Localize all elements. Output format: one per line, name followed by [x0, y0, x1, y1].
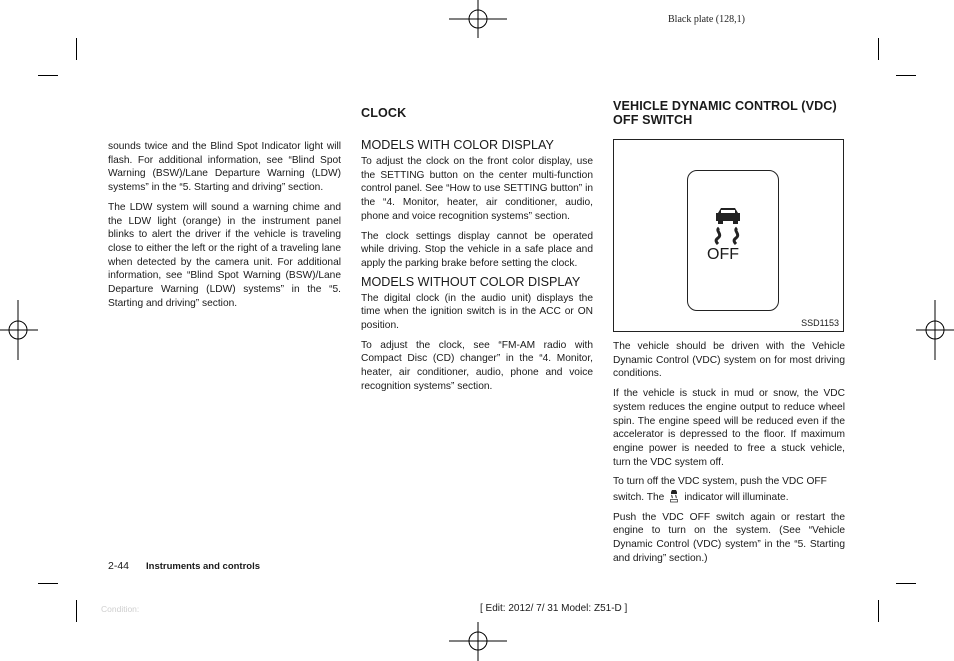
paragraph: To adjust the clock, see “FM-AM radio with Compact Disc (CD) changer” in the “4. Monitor, heater, air conditioner, audio, phone and voice recognition systems” section. — [361, 339, 593, 392]
switch-off-label: OFF — [707, 246, 739, 263]
left-column — [108, 140, 341, 316]
subheading-with-color-display: MODELS WITH COLOR DISPLAY — [361, 138, 554, 152]
vdc-off-switch — [687, 170, 779, 311]
vdc-heading-line2: OFF SWITCH — [613, 113, 693, 127]
registration-target-left-icon — [0, 300, 38, 360]
vdc-car-skid-icon — [706, 207, 760, 247]
vdc-heading-line1: VEHICLE DYNAMIC CONTROL (VDC) — [613, 99, 837, 113]
paragraph: sounds twice and the Blind Spot Indicator light will flash. For additional information, see “Blind Spot Warning (BSW)/Lane Departure Warning (LDW) systems” in the “5. Starting and driving” section. — [108, 141, 341, 194]
footer-section-title: Instruments and controls — [146, 561, 261, 572]
paragraph-turn-off — [613, 475, 845, 504]
section-heading-clock: CLOCK — [361, 106, 407, 120]
plate-label: Black plate (128,1) — [668, 14, 745, 25]
vdc-off-indicator-icon — [669, 489, 679, 503]
page-number: 2-44 — [108, 560, 130, 572]
paragraph: The digital clock (in the audio unit) displays the time when the ignition switch is in the ACC or ON position. — [361, 292, 593, 332]
paragraph: If the vehicle is stuck in mud or snow, the VDC system reduces the engine output to reduce wheel spin. The engine speed will be reduced even if the accelerator is depressed to the floor. If maximum engine power is needed to free a stuck vehicle, turn the VDC system off. — [613, 388, 845, 468]
edit-info: [ Edit: 2012/ 7/ 31 Model: Z51-D ] — [480, 603, 628, 614]
subheading-without-color-display: MODELS WITHOUT COLOR DISPLAY — [361, 274, 581, 289]
paragraph: Push the VDC OFF switch again or restart the engine to turn on the system. (See “Vehicle Dynamic Control (VDC) system” in the “5. Starting and driving” section.) — [613, 511, 845, 564]
crop-mark — [896, 583, 916, 584]
condition-label: Condition: — [101, 604, 140, 614]
registration-target-right-icon — [916, 300, 954, 360]
crop-mark — [896, 75, 916, 76]
crop-mark — [38, 583, 58, 584]
paragraph: The LDW system will sound a warning chime and the LDW light (orange) in the instrument panel blinks to alert the driver if the vehicle is traveling close to either the left or the right of a traveling lane when detected by the camera unit. For additional information, see “Blind Spot Warning (BSW)/Lane Departure Warning (LDW) systems” in the “5. Starting and driving” section. — [108, 201, 341, 309]
figure-id: SSD1153 — [801, 318, 839, 328]
paragraph: The vehicle should be driven with the Vehicle Dynamic Control (VDC) system on for most driving conditions. — [613, 341, 845, 380]
crop-mark — [76, 38, 77, 60]
paragraph: To adjust the clock on the front color display, use the SETTING button on the center multi-function control panel. See “How to use SETTING button” in the “4. Monitor, heater, air conditioner, audio, phone and voice recognition systems” section. — [361, 156, 593, 222]
registration-target-bottom-icon — [449, 622, 507, 661]
crop-mark — [878, 600, 879, 622]
crop-mark — [76, 600, 77, 622]
vdc-section-heading — [613, 99, 848, 127]
turn-off-text: To turn off the VDC system, push the VDC OFF switch. The — [613, 476, 827, 504]
right-column — [613, 340, 845, 572]
registration-target-top-icon — [449, 0, 507, 40]
crop-mark — [38, 75, 58, 76]
vdc-switch-figure — [613, 139, 844, 332]
turn-off-text-end: indicator will illuminate. — [684, 492, 789, 504]
paragraph: The clock settings display cannot be operated while driving. Stop the vehicle in a safe place and apply the parking brake before setting the clock. — [361, 230, 593, 269]
crop-mark — [878, 38, 879, 60]
middle-column — [361, 106, 593, 400]
